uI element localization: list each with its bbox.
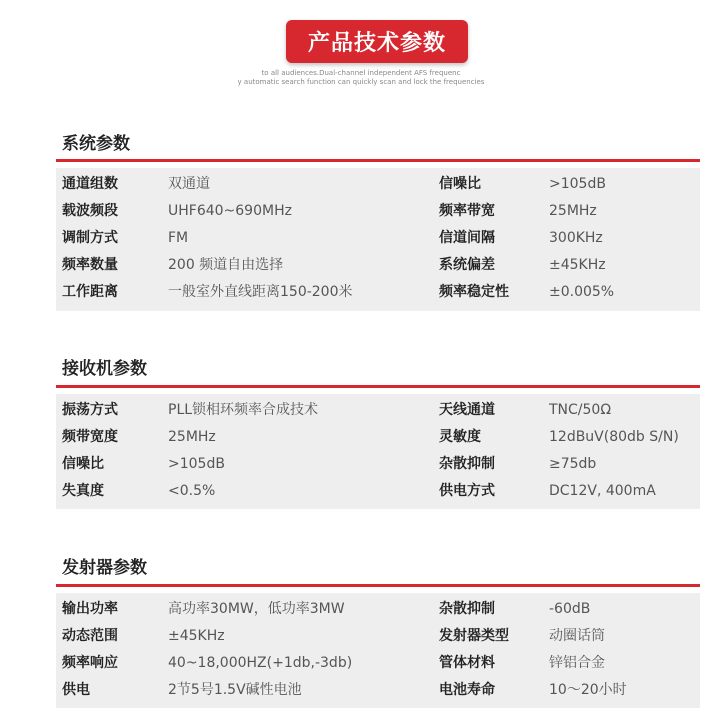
table-row <box>56 650 700 677</box>
table-row <box>56 424 700 451</box>
param-label: 工作距离 <box>62 284 118 300</box>
param-label: 供电 <box>62 682 90 698</box>
param-label: 信噪比 <box>439 176 481 192</box>
param-label: 输出功率 <box>62 601 118 617</box>
param-label: 频带宽度 <box>62 429 118 445</box>
param-value: 锌铝合金 <box>549 655 605 671</box>
param-value: ±0.005% <box>549 284 615 300</box>
param-value: 2节5号1.5V碱性电池 <box>168 682 302 698</box>
param-value: FM <box>168 230 189 246</box>
subtitle-line-2: y automatic search function can quickly scan and lock the frequencies <box>237 78 485 86</box>
param-label: 载波频段 <box>62 203 118 219</box>
param-label: 电池寿命 <box>439 682 495 698</box>
param-label: 调制方式 <box>62 230 118 246</box>
param-label: 失真度 <box>62 483 104 499</box>
param-label: 杂散抑制 <box>439 456 495 472</box>
section-title-system: 系统参数 <box>62 134 130 154</box>
param-value: UHF640~690MHz <box>168 203 292 219</box>
table-row <box>56 171 700 198</box>
param-label: 通道组数 <box>62 176 118 192</box>
page-title: 产品技术参数 <box>286 20 468 63</box>
table-row <box>56 623 700 650</box>
param-value: 10～20小时 <box>549 682 627 698</box>
table-row <box>56 596 700 623</box>
param-label: 供电方式 <box>439 483 495 499</box>
table-row <box>56 478 700 505</box>
param-value: 一般室外直线距离150-200米 <box>168 284 353 300</box>
param-value: 动圈话筒 <box>549 628 605 644</box>
param-value: >105dB <box>168 456 225 472</box>
param-label: 频率带宽 <box>439 203 495 219</box>
param-label: 信噪比 <box>62 456 104 472</box>
param-label: 振荡方式 <box>62 402 118 418</box>
param-label: 天线通道 <box>439 402 495 418</box>
param-value: 高功率30MW，低功率3MW <box>168 601 345 617</box>
section-title-transmitter: 发射器参数 <box>62 558 147 578</box>
param-value: 300KHz <box>549 230 603 246</box>
param-value: DC12V, 400mA <box>549 483 656 499</box>
param-value: ±45KHz <box>168 628 225 644</box>
param-value: >105dB <box>549 176 606 192</box>
param-label: 杂散抑制 <box>439 601 495 617</box>
param-value: <0.5% <box>168 483 216 499</box>
table-row <box>56 677 700 704</box>
table-row <box>56 397 700 424</box>
section-divider <box>56 584 700 587</box>
section-divider <box>56 159 700 162</box>
table-row <box>56 198 700 225</box>
table-row <box>56 279 700 306</box>
table-row <box>56 252 700 279</box>
section-title-receiver: 接收机参数 <box>62 359 147 379</box>
param-value: 12dBuV(80db S/N) <box>549 429 679 445</box>
param-label: 动态范围 <box>62 628 118 644</box>
param-label: 频率稳定性 <box>439 284 509 300</box>
param-value: PLL锁相环频率合成技术 <box>168 402 319 418</box>
param-value: 25MHz <box>168 429 216 445</box>
param-label: 灵敏度 <box>439 429 481 445</box>
param-value: 双通道 <box>168 176 210 192</box>
param-value: TNC/50Ω <box>549 402 612 418</box>
param-value: 40~18,000HZ(+1db,-3db) <box>168 655 353 671</box>
param-label: 频率数量 <box>62 257 118 273</box>
param-label: 管体材料 <box>439 655 495 671</box>
param-value: -60dB <box>549 601 591 617</box>
param-value: 25MHz <box>549 203 597 219</box>
param-label: 发射器类型 <box>439 628 509 644</box>
table-row <box>56 225 700 252</box>
subtitle-line-1: to all audiences.Dual-channel independent AFS frequenc <box>261 69 461 77</box>
param-value: ±45KHz <box>549 257 606 273</box>
param-label: 信道间隔 <box>439 230 495 246</box>
param-label: 频率响应 <box>62 655 118 671</box>
param-label: 系统偏差 <box>439 257 495 273</box>
param-value: ≥75db <box>549 456 597 472</box>
section-divider <box>56 385 700 388</box>
param-value: 200 频道自由选择 <box>168 257 284 273</box>
table-row <box>56 451 700 478</box>
